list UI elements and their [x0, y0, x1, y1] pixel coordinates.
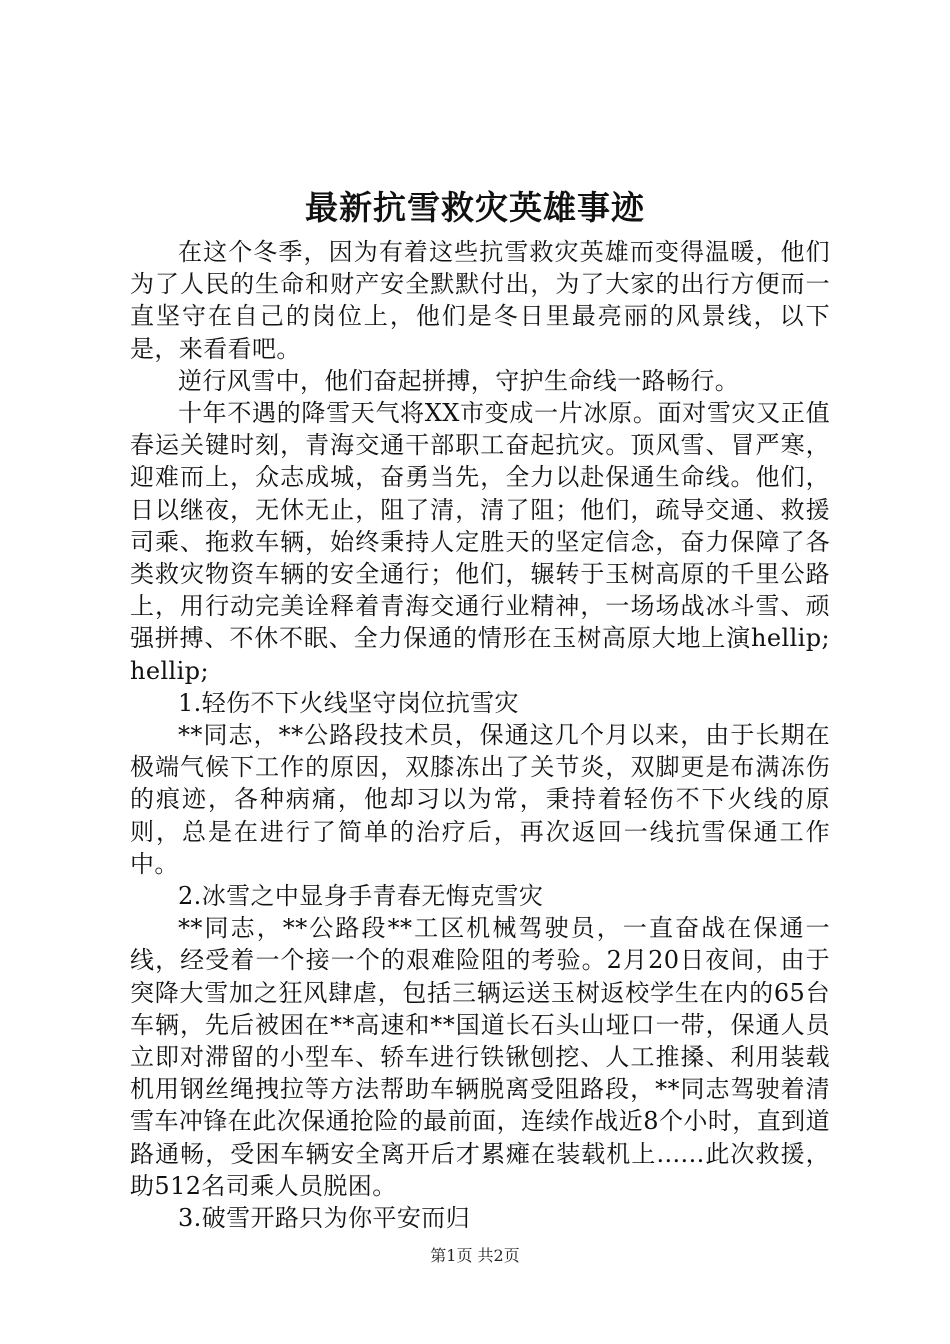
paragraph-main: 十年不遇的降雪天气将XX市变成一片冰原。面对雪灾又正值春运关键时刻，青海交通干部职工奋起抗灾。顶风雪、冒严寒，迎难而上，众志成城，奋勇当先，全力以赴保通生命线。他们，日以继夜，无休无止，阻了清，清了阻；他们，疏导交通、救援司乘、拖救车辆，始终秉持人定胜天的坚定信念，奋力保障了各类救灾物资车辆的安全通行；他们，辗转于玉树高原的千里公路上，用行动完美诠释着青海交通行业精神，一场场战冰斗雪、顽强拼搏、不休不眠、全力保通的情形在玉树高原大地上演hellip;hellip;	[130, 399, 830, 685]
page-footer: 第1页 共2页	[430, 1246, 520, 1265]
section-heading-2: 2.冰雪之中显身手青春无悔克雪灾	[178, 882, 544, 911]
document-body	[130, 236, 830, 1234]
section-heading-3: 3.破雪开路只为你平安而归	[178, 1204, 471, 1233]
document-title: 最新抗雪救灾英雄事迹	[305, 188, 645, 227]
paragraph-section-2: **同志，**公路段**工区机械驾驶员，一直奋战在保通一线，经受着一个接一个的艰难险阻的考验。2月20日夜间，由于突降大雪加之狂风肆虐，包括三辆运送玉树返校学生在内的65台车辆，先后被困在**高速和**国道长石头山垭口一带，保通人员立即对滞留的小型车、轿车进行铁锹刨挖、人工推搡、利用装载机用钢丝绳拽拉等方法帮助车辆脱离受阻路段，**同志驾驶着清雪车冲锋在此次保通抢险的最前面，连续作战近8个小时，直到道路通畅，受困车辆安全离开后才累瘫在装载机上......此次救援，助512名司乘人员脱困。	[130, 914, 830, 1200]
section-heading-1: 1.轻伤不下火线坚守岗位抗雪灾	[178, 688, 519, 717]
paragraph-subheading: 逆行风雪中，他们奋起拼搏，守护生命线一路畅行。	[178, 366, 740, 395]
paragraph-intro: 在这个冬季，因为有着这些抗雪救灾英雄而变得温暖，他们为了人民的生命和财产安全默默付出，为了大家的出行方便而一直坚守在自己的岗位上，他们是冬日里最亮丽的风景线，以下是，来看看吧。	[130, 238, 830, 363]
paragraph-section-1: **同志，**公路段技术员，保通这几个月以来，由于长期在极端气候下工作的原因，双膝冻出了关节炎，双脚更是布满冻伤的痕迹，各种病痛，他却习以为常，秉持着轻伤不下火线的原则，总是在进行了简单的治疗后，再次返回一线抗雪保通工作中。	[130, 721, 830, 878]
